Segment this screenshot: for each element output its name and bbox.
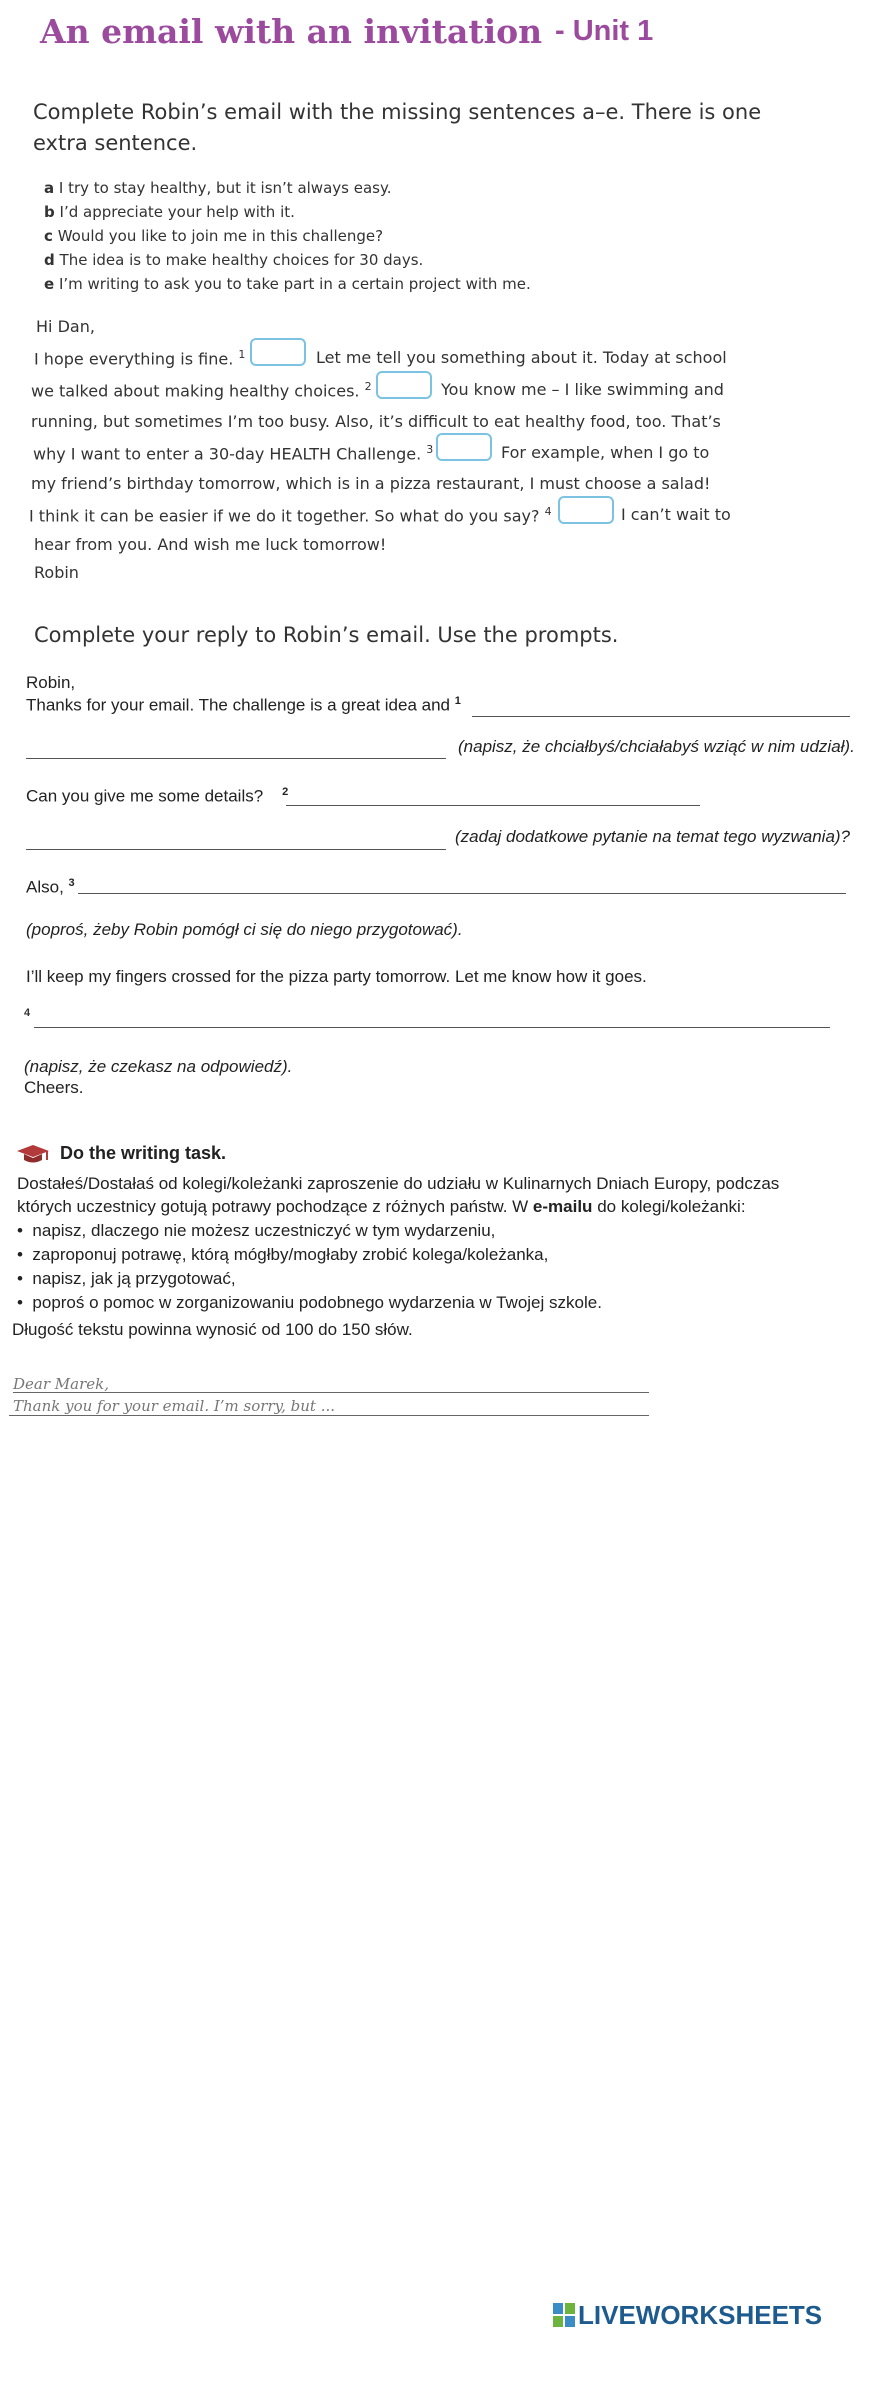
email-line-4a: why I want to enter a 30-day HEALTH Challenge. $^3$ [33,443,434,464]
answer-box-3[interactable] [436,433,492,461]
reply-number-4: 4 [24,1007,31,1019]
email-line-2b: You know me – I like swimming and [441,380,724,399]
email-line-4b: For example, when I go to [501,443,710,462]
option-d: d The idea is to make healthy choices for 30 days. [44,251,424,269]
answer-box-1[interactable] [250,338,306,366]
instruction-1-line1: Complete Robin’s email with the missing sentences a–e. There is one [33,100,762,124]
instruction-1-line2: extra sentence. [33,131,198,155]
reply-blank-4[interactable] [34,1027,830,1028]
task-paragraph-line2: których uczestnicy gotują potrawy pochodzące z różnych państw. W e-mailu do kolegi/koleżanki: [17,1197,746,1216]
task-bullet-3: • napisz, jak ją przygotować, [17,1269,236,1288]
reply-blank-3[interactable] [78,893,846,894]
option-a: a I try to stay healthy, but it isn’t always easy. [44,179,392,197]
task-bullet-1: • napisz, dlaczego nie możesz uczestniczyć w tym wydarzeniu, [17,1221,496,1240]
draft-rule-1 [13,1392,649,1393]
task-heading: Do the writing task. [60,1143,227,1163]
email-line-1b: Let me tell you something about it. Today at school [316,348,727,367]
draft-line-2: Thank you for your email. I’m sorry, but ... [13,1397,335,1415]
answer-box-4[interactable] [558,496,614,524]
reply-blank-2a[interactable] [286,805,700,806]
draft-rule-2 [9,1415,649,1416]
liveworksheets-logo-icon [553,2303,575,2327]
option-e: e I’m writing to ask you to take part in a certain project with me. [44,275,531,293]
instruction-2: Complete your reply to Robin’s email. Use the prompts. [34,623,619,647]
task-bullet-2: • zaproponuj potrawę, którą mógłby/mogłaby zrobić kolega/koleżanka, [17,1245,549,1264]
reply-line-3: Also, $^3$ [26,877,75,897]
reply-prompt-4: (napisz, że czekasz na odpowiedź). [24,1057,293,1076]
reply-greeting: Robin, [26,673,76,692]
page-title-suffix: - Unit 1 [555,15,654,47]
answer-box-2[interactable] [376,371,432,399]
email-line-6b: I can’t wait to [621,505,731,524]
option-c: c Would you like to join me in this challenge? [44,227,384,245]
task-paragraph-line1: Dostałeś/Dostałaś od kolegi/koleżanki zaproszenie do udziału w Kulinarnych Dniach Europy, podczas [17,1174,780,1193]
reply-line-2: Can you give me some details? $^2$ [26,786,289,806]
email-line-5: my friend’s birthday tomorrow, which is in a pizza restaurant, I must choose a salad! [31,474,711,493]
option-b: b I’d appreciate your help with it. [44,203,295,221]
email-line-3: running, but sometimes I’m too busy. Also, it’s difficult to eat healthy food, too. That’s [31,412,721,431]
reply-prompt-2: (zadaj dodatkowe pytanie na temat tego wyzwania)? [455,827,851,846]
task-length: Długość tekstu powinna wynosić od 100 do 150 słów. [12,1320,413,1339]
email-greeting: Hi Dan, [36,317,95,336]
reply-prompt-1: (napisz, że chciałbyś/chciałabyś wziąć w nim udział). [458,737,855,756]
reply-blank-2b[interactable] [26,849,446,850]
reply-line-1: Thanks for your email. The challenge is a great idea and $^1$ [26,695,461,715]
reply-blank-1a[interactable] [472,716,850,717]
reply-line-4: I’ll keep my fingers crossed for the pizza party tomorrow. Let me know how it goes. [26,967,647,986]
email-line-2a: we talked about making healthy choices. $^2$ [31,380,372,401]
draft-line-1: Dear Marek, [13,1375,109,1393]
email-line-1a: I hope everything is fine. $^1$ [34,348,246,369]
email-line-6a: I think it can be easier if we do it together. So what do you say? $^4$ [29,505,552,526]
reply-closing: Cheers. [24,1078,84,1097]
email-line-7: hear from you. And wish me luck tomorrow! [34,535,387,554]
reply-blank-1b[interactable] [26,758,446,759]
email-signature: Robin [34,563,79,582]
reply-prompt-3: (poproś, żeby Robin pomógł ci się do niego przygotować). [26,920,463,939]
page-title: An email with an invitation [40,12,543,51]
graduation-cap-icon [15,1143,51,1165]
liveworksheets-brand[interactable]: LIVEWORKSHEETS [578,2300,823,2330]
task-bullet-4: • poproś o pomoc w zorganizowaniu podobnego wydarzenia w Twojej szkole. [17,1293,602,1312]
